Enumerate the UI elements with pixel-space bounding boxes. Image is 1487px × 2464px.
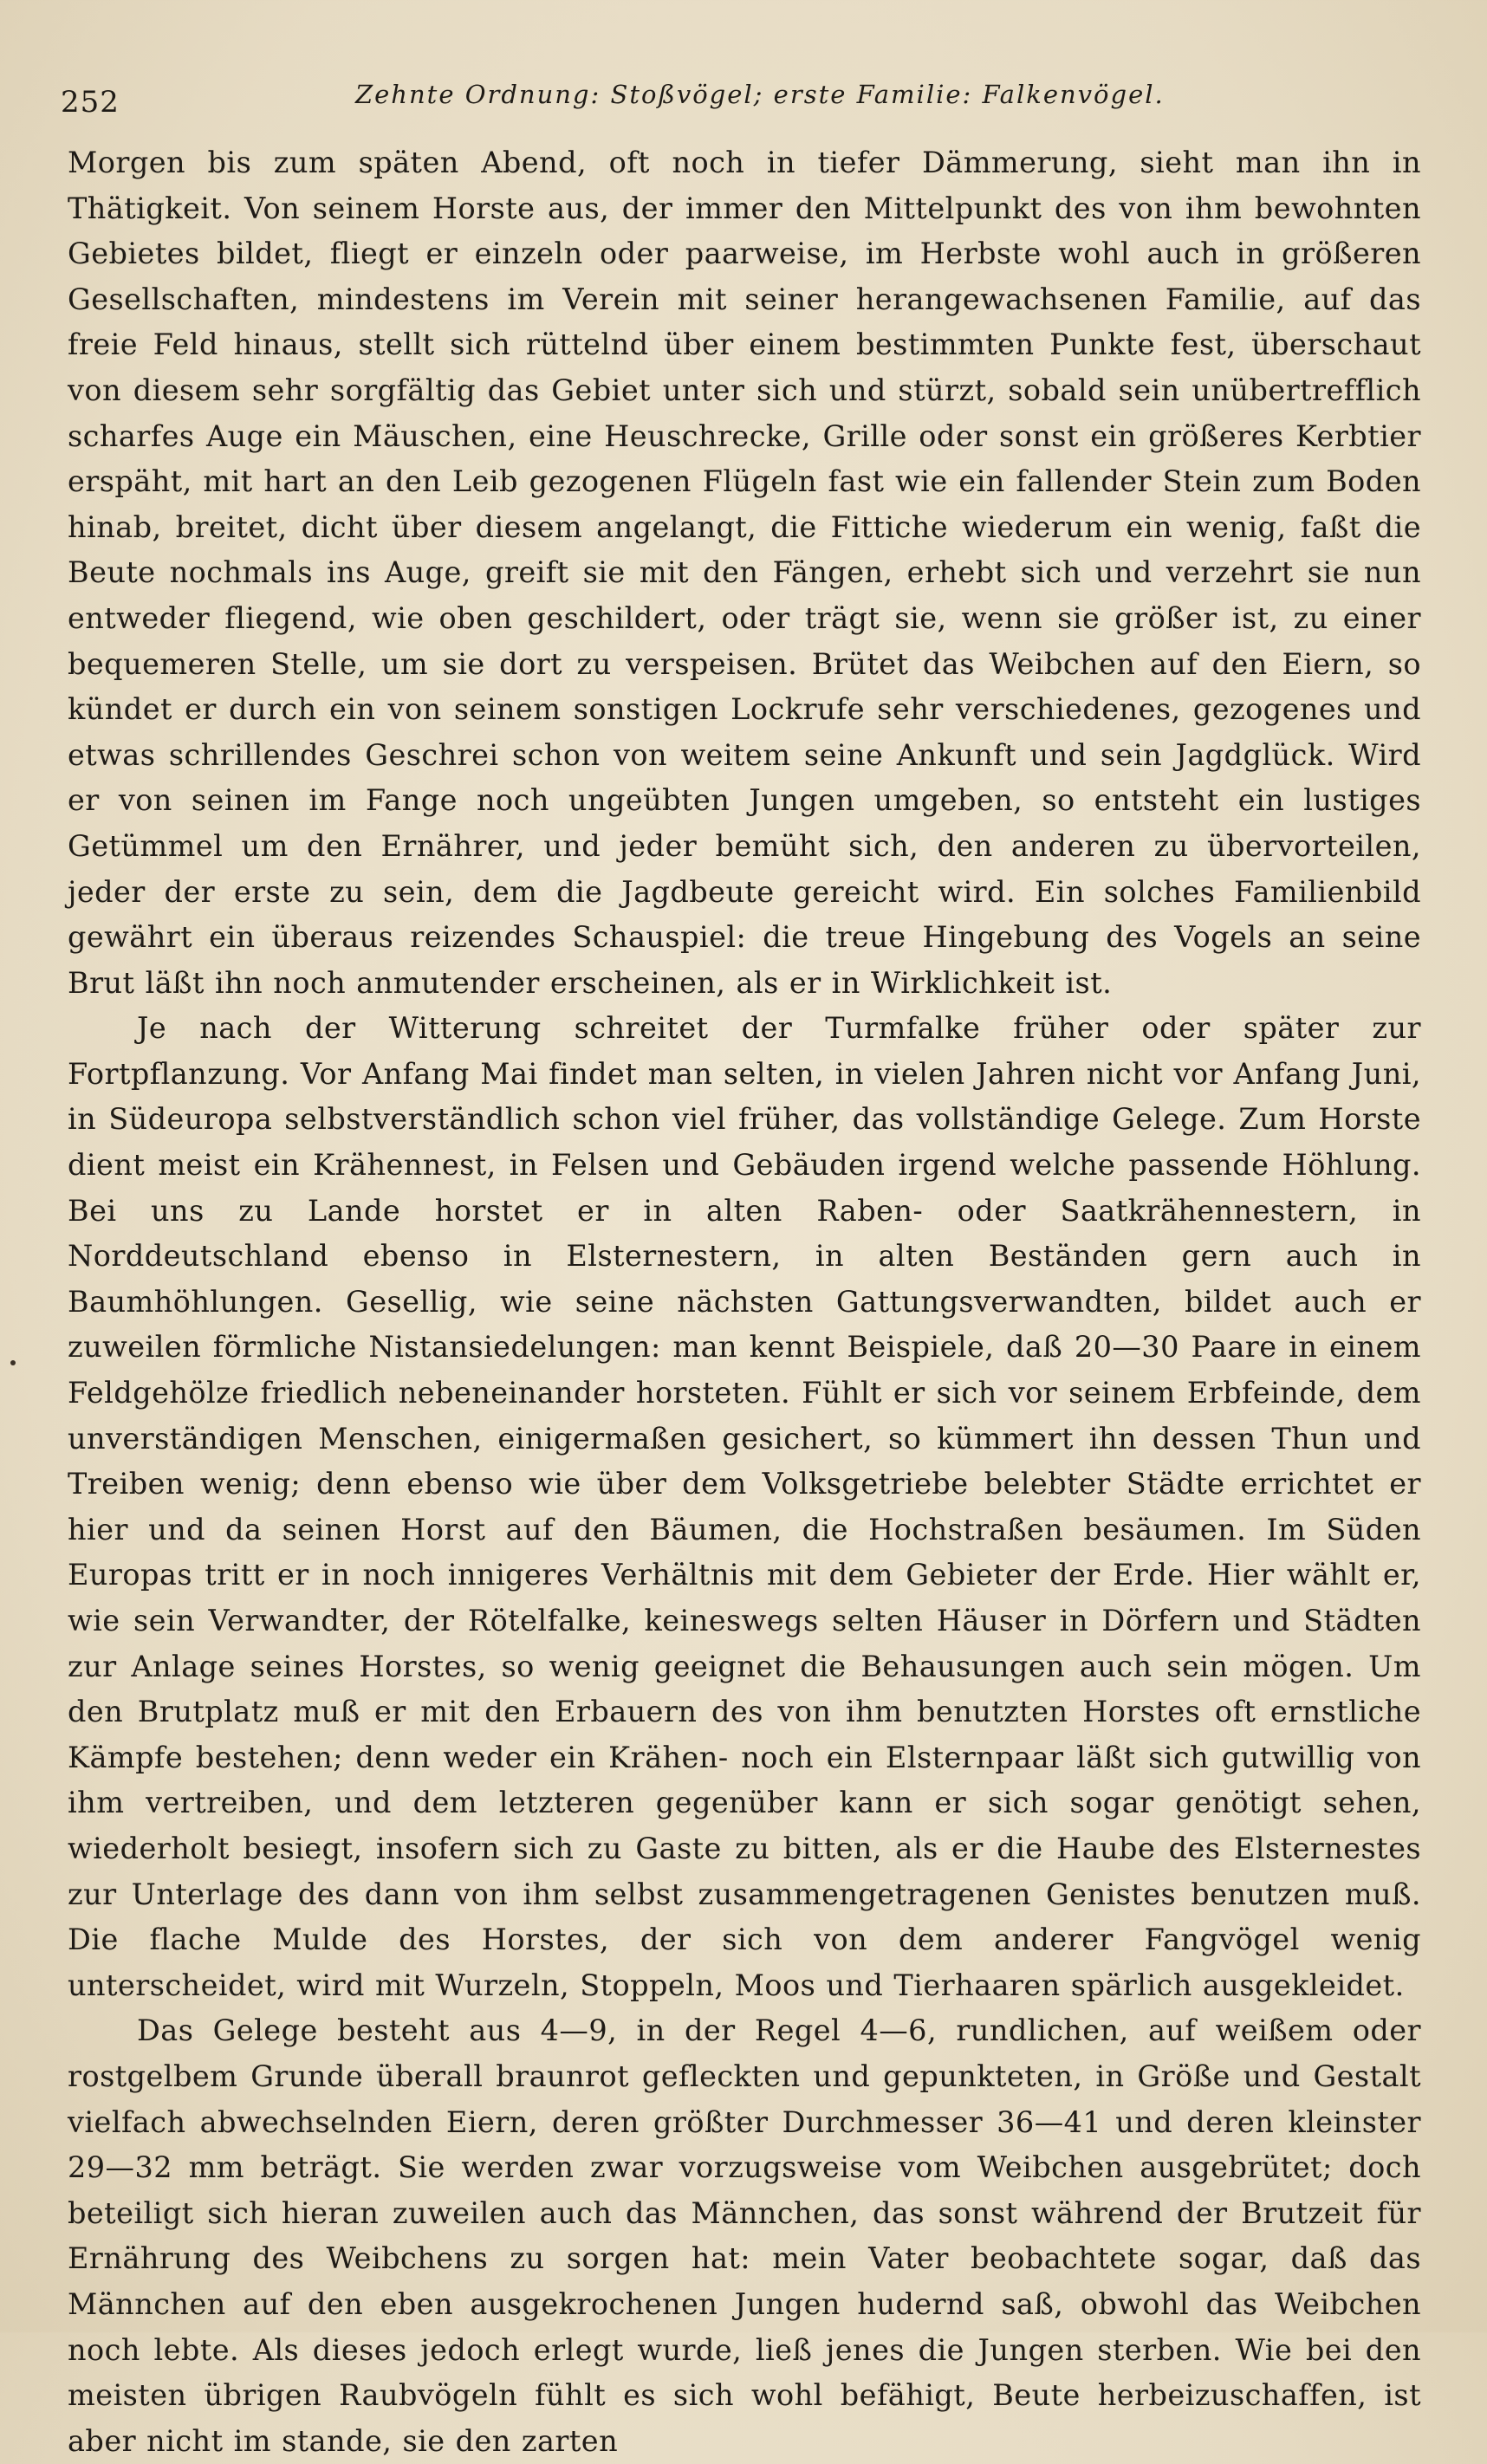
margin-speck bbox=[10, 1360, 16, 1365]
body-text bbox=[68, 140, 1421, 2464]
page-number: 252 bbox=[61, 85, 120, 120]
paragraph: Morgen bis zum späten Abend, oft noch in tiefer Dämmerung, sieht man ihn in Thätigkeit. Von seinem Horste aus, der immer den Mittelpunkt des von ihm bewohnten Gebietes bildet, fliegt er einzeln oder paarweise, im Herbste wohl auch in größeren Gesellschaften, mindestens im Verein mit seiner herangewachsenen Familie, auf das freie Feld hinaus, stellt sich rüttelnd über einem bestimmten Punkte fest, überschaut von diesem sehr sorgfältig das Gebiet unter sich und stürzt, sobald sein unübertrefflich scharfes Auge ein Mäuschen, eine Heuschrecke, Grille oder sonst ein größeres Kerbtier erspäht, mit hart an den Leib gezogenen Flügeln fast wie ein fallender Stein zum Boden hinab, breitet, dicht über diesem angelangt, die Fittiche wiederum ein wenig, faßt die Beute nochmals ins Auge, greift sie mit den Fängen, erhebt sich und verzehrt sie nun entweder fliegend, wie oben geschildert, oder trägt sie, wenn sie größer ist, zu einer bequemeren Stelle, um sie dort zu verspeisen. Brütet das Weibchen auf den Eiern, so kündet er durch ein von seinem sonstigen Lockrufe sehr verschiedenes, gezogenes und etwas schrillendes Geschrei schon von weitem seine Ankunft und sein Jagdglück. Wird er von seinen im Fange noch ungeübten Jungen umgeben, so entsteht ein lustiges Getümmel um den Ernährer, und jeder bemüht sich, den anderen zu übervorteilen, jeder der erste zu sein, dem die Jagdbeute gereicht wird. Ein solches Familienbild gewährt ein überaus reizendes Schauspiel: die treue Hingebung des Vogels an seine Brut läßt ihn noch anmutender erscheinen, als er in Wirklichkeit ist. bbox=[68, 146, 1421, 1000]
paragraph: Je nach der Witterung schreitet der Turmfalke früher oder später zur Fortpflanzung. Vor Anfang Mai findet man selten, in vielen Jahren nicht vor Anfang Juni, in Südeuropa selbstverständlich schon viel früher, das vollständige Gelege. Zum Horste dient meist ein Krähennest, in Felsen und Gebäuden irgend welche passende Höhlung. Bei uns zu Lande horstet er in alten Raben- oder Saatkrähennestern, in Norddeutschland ebenso in Elsternestern, in alten Beständen gern auch in Baumhöhlungen. Gesellig, wie seine nächsten Gattungsverwandten, bildet auch er zuweilen förmliche Nistansiedelungen: man kennt Beispiele, daß 20—30 Paare in einem Feldgehölze friedlich nebeneinander horsteten. Fühlt er sich vor seinem Erbfeinde, dem unverständigen Menschen, einigermaßen gesichert, so kümmert ihn dessen Thun und Treiben wenig; denn ebenso wie über dem Volksgetriebe belebter Städte errichtet er hier und da seinen Horst auf den Bäumen, die Hochstraßen besäumen. Im Süden Europas tritt er in noch innigeres Verhältnis mit dem Gebieter der Erde. Hier wählt er, wie sein Verwandter, der Rötelfalke, keineswegs selten Häuser in Dörfern und Städten zur Anlage seines Horstes, so wenig geeignet die Behausungen auch sein mögen. Um den Brutplatz muß er mit den Erbauern des von ihm benutzten Horstes oft ernstliche Kämpfe bestehen; denn weder ein Krähen- noch ein Elsternpaar läßt sich gutwillig von ihm vertreiben, und dem letzteren gegenüber kann er sich sogar genötigt sehen, wiederholt besiegt, insofern sich zu Gaste zu bitten, als er die Haube des Elsternestes zur Unterlage des dann von ihm selbst zusammengetragenen Genistes benutzen muß. Die flache Mulde des Horstes, der sich von dem anderer Fangvögel wenig unterscheidet, wird mit Wurzeln, Stoppeln, Moos und Tierhaaren spärlich ausgekleidet. bbox=[68, 1011, 1421, 2002]
paragraph: Das Gelege besteht aus 4—9, in der Regel 4—6, rundlichen, auf weißem oder rostgelbem Grunde überall braunrot gefleckten und gepunkteten, in Größe und Gestalt vielfach abwechselnden Eiern, deren größter Durchmesser 36—41 und deren kleinster 29—32 mm beträgt. Sie werden zwar vorzugsweise vom Weibchen ausgebrütet; doch beteiligt sich hieran zuweilen auch das Männchen, das sonst während der Brutzeit für Ernährung des Weibchens zu sorgen hat: mein Vater beobachtete sogar, daß das Männchen auf den eben ausgekrochenen Jungen hudernd saß, obwohl das Weibchen noch lebte. Als dieses jedoch erlegt wurde, ließ jenes die Jungen sterben. Wie bei den meisten übrigen Raubvögeln fühlt es sich wohl befähigt, Beute herbeizuschaffen, ist aber nicht im stande, sie den zarten bbox=[68, 2013, 1421, 2458]
running-head bbox=[61, 80, 1426, 123]
running-title: Zehnte Ordnung: Stoßvögel; erste Familie: Falkenvögel. bbox=[355, 80, 1165, 109]
